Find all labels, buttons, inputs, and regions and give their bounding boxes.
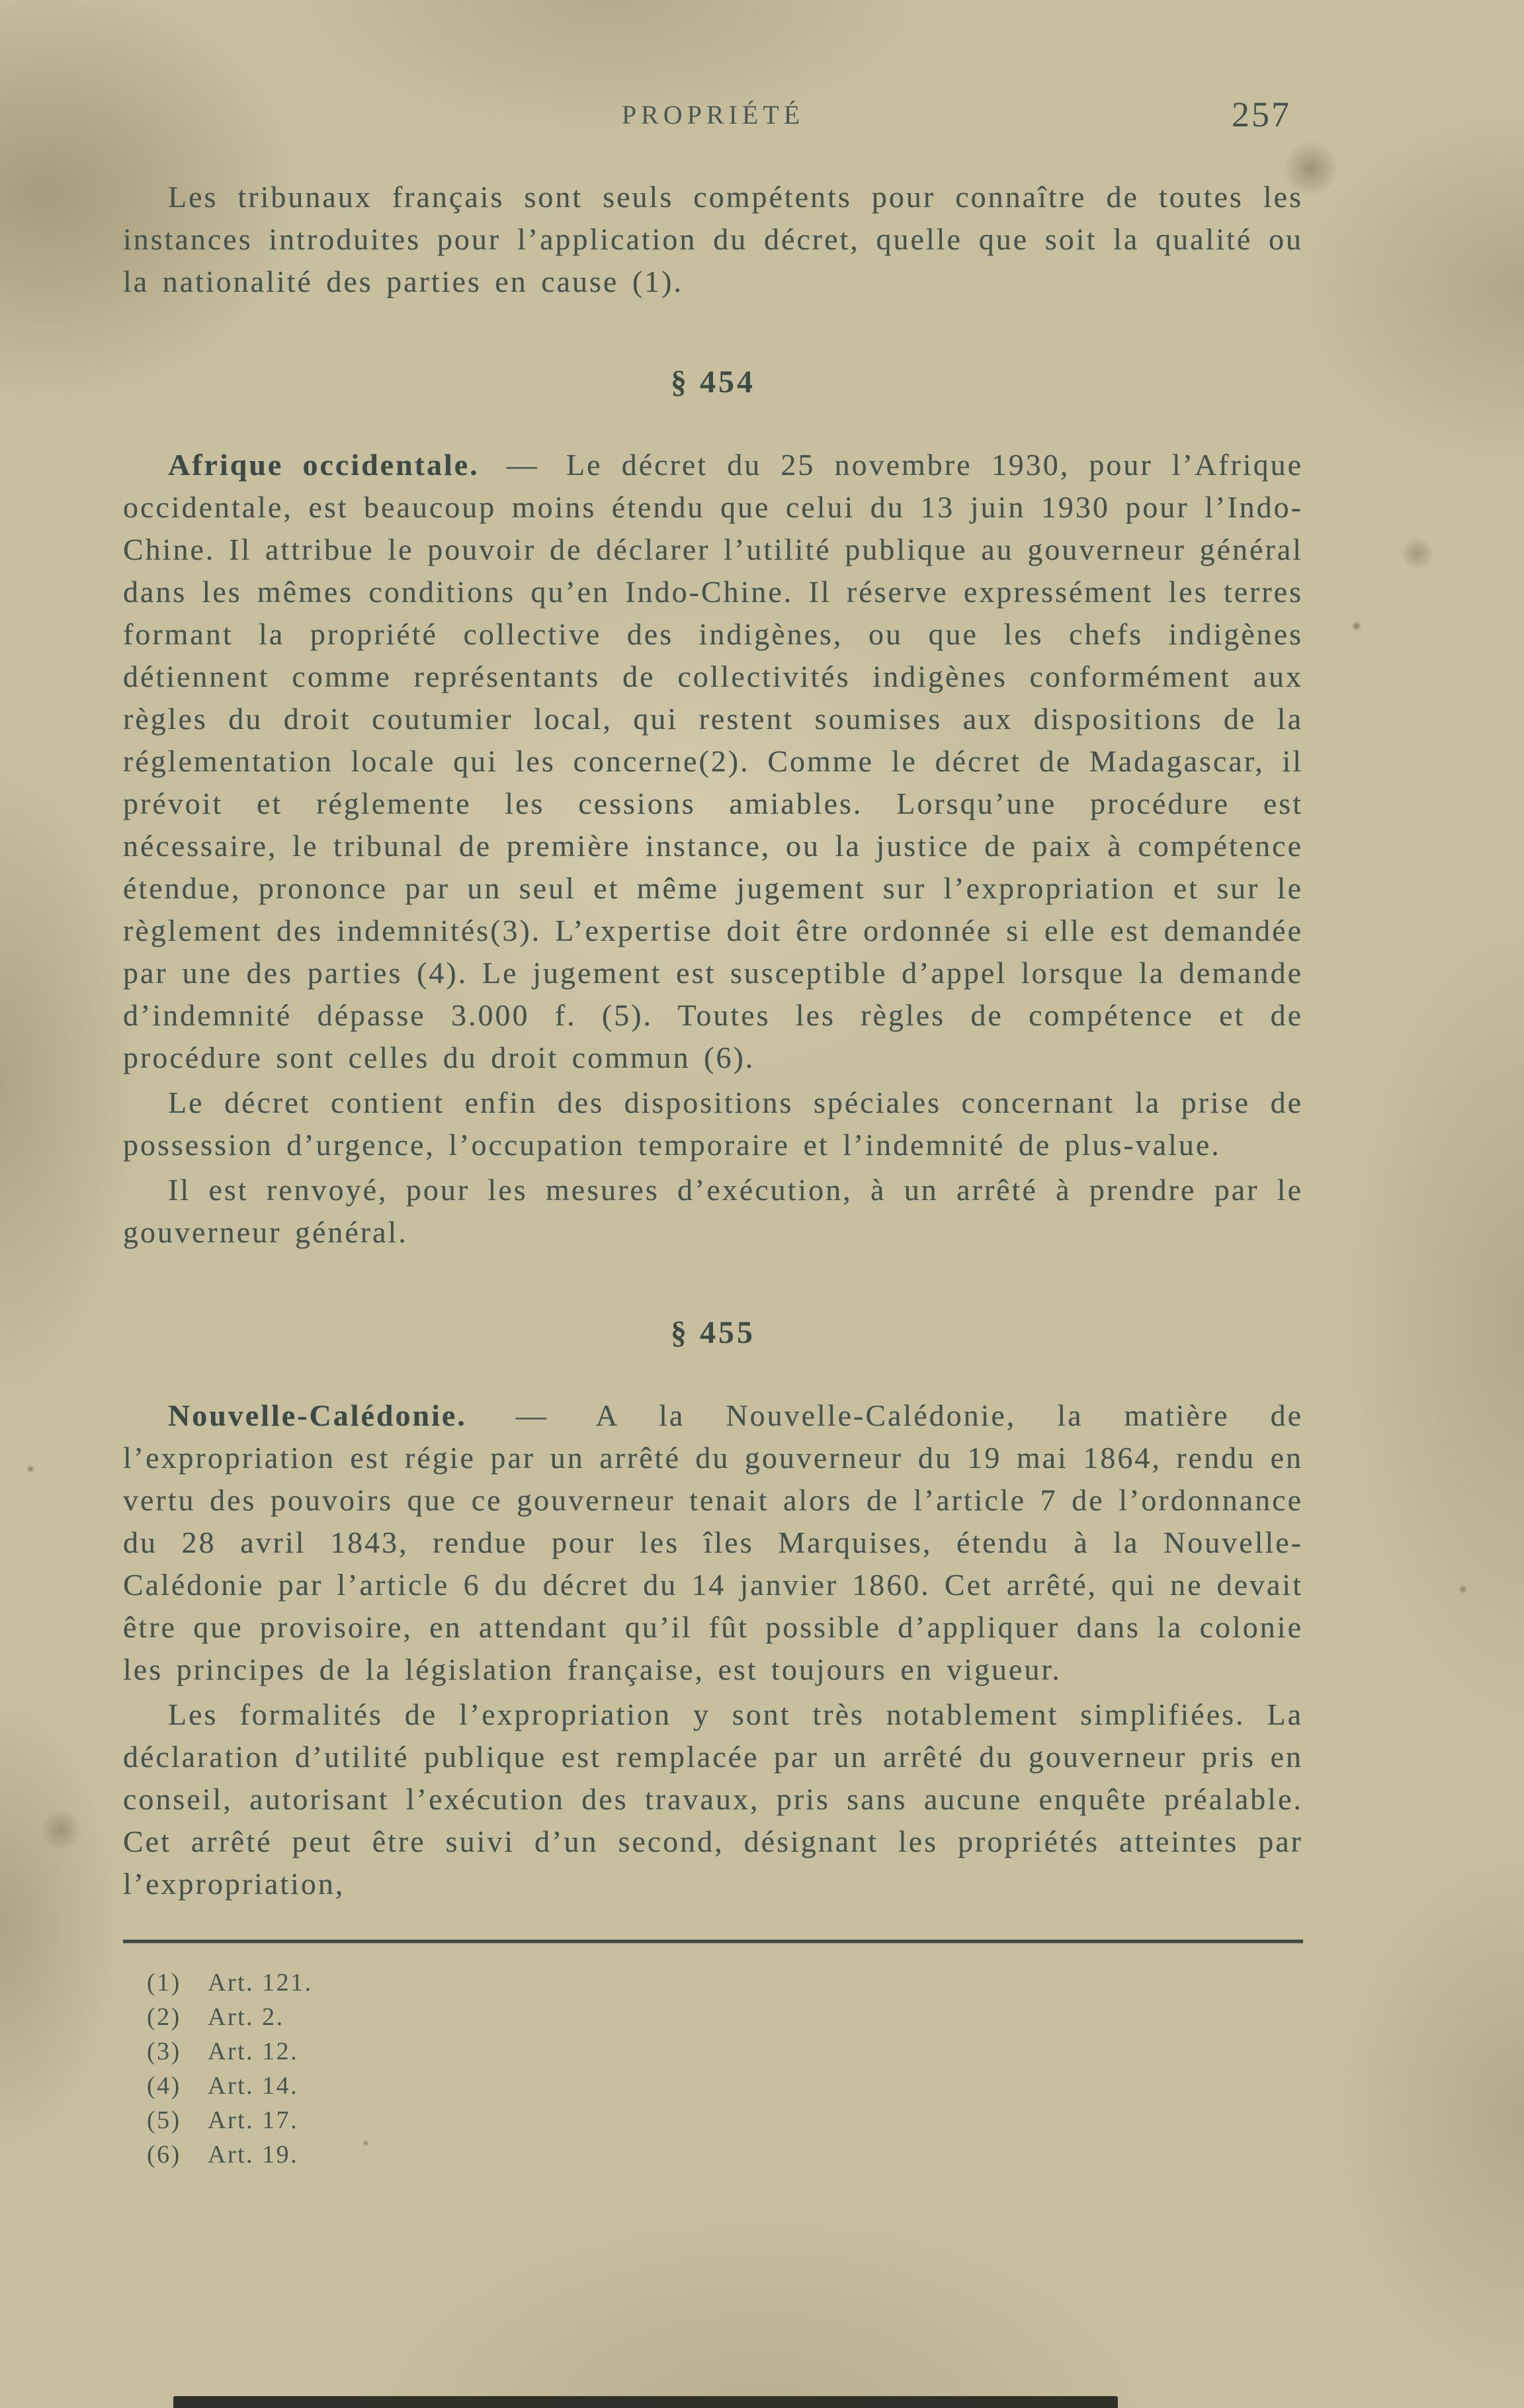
paragraph-mesures-execution — [123, 1169, 1303, 1254]
paragraph-text: Les tribunaux français sont seuls compétents pour connaître de toutes les instances introduites pour l’application du décret, quelle que soit la qualité ou la nationalité des parties en cause (1). — [123, 180, 1303, 298]
intro-paragraph — [123, 176, 1303, 303]
section-455-paragraph — [123, 1395, 1303, 1691]
footnote-number: (1) — [147, 1969, 181, 1997]
section-mark-label: § 454 — [671, 365, 755, 400]
footnote — [147, 2000, 1303, 2034]
footnote — [147, 2137, 1303, 2172]
paragraph-text: Le décret contient enfin des dispositions spéciales concernant la prise de possession d’urgence, l’occupation temporaire et l’indemnité de plus-value. — [123, 1086, 1303, 1162]
footnote-number: (5) — [147, 2106, 181, 2134]
run-in-heading-nouvelle-caledonie: Nouvelle-Calédonie. — [168, 1398, 467, 1432]
footnote-number: (4) — [147, 2072, 181, 2100]
scan-artifact-bottom — [173, 2396, 1118, 2408]
paragraph-text: Il est renvoyé, pour les mesures d’exécution, à un arrêté à prendre par le gouverneur général. — [123, 1173, 1303, 1249]
footnote-number: (2) — [147, 2003, 181, 2031]
em-dash: — — [515, 1398, 548, 1432]
footnote-number: (3) — [147, 2038, 181, 2065]
text-column — [123, 176, 1303, 2172]
footnote-text: Art. 121. — [208, 1969, 313, 1997]
running-title: PROPRIÉTÉ — [621, 100, 805, 130]
footnote-text: Art. 19. — [208, 2141, 299, 2169]
page-number: 257 — [1232, 95, 1291, 134]
footnote-number: (6) — [147, 2141, 181, 2169]
em-dash: — — [506, 448, 539, 482]
footnote — [147, 2103, 1303, 2137]
footnote-text: Art. 14. — [208, 2072, 299, 2100]
footnote — [147, 1965, 1303, 2000]
footnote-divider — [123, 1940, 1303, 1943]
section-454-paragraph — [123, 444, 1303, 1079]
footnotes — [123, 1965, 1303, 2172]
running-head — [123, 95, 1303, 146]
footnote-text: Art. 12. — [208, 2038, 299, 2065]
paragraph-text: A la Nouvelle-Calédonie, la matière de l’expropriation est régie par un arrêté du gouverneur du 19 mai 1864, rendu en vertu des pouvoirs que ce gouverneur tenait alors de l’article 7 de l’ordonnance du 28 avril 1843, rendue pour les îles Marquises, étendu à la Nouvelle-Calédonie par l’article 6 du décret du 14 janvier 1860. Cet arrêté, qui ne devait être que provisoire, en attendant qu’il fût possible d’appliquer dans la colonie les principes de la législation française, est toujours en vigueur. — [123, 1398, 1303, 1686]
section-heading-455 — [123, 1314, 1303, 1351]
footnote-text: Art. 17. — [208, 2106, 299, 2134]
footnote — [147, 2069, 1303, 2103]
footnote — [147, 2034, 1303, 2069]
paragraph-text: Les formalités de l’expropriation y sont très notablement simplifiées. La déclaration d’utilité publique est remplacée par un arrêté du gouverneur pris en conseil, autorisant l’exécution des travaux, pris sans aucune enquête préalable. Cet arrêté peut être suivi d’un second, désignant les propriétés atteintes par l’expropriation, — [123, 1698, 1303, 1901]
section-mark-label: § 455 — [671, 1315, 755, 1350]
footnote-text: Art. 2. — [208, 2003, 284, 2031]
paragraph-dispositions-speciales — [123, 1082, 1303, 1166]
paragraph-formalites — [123, 1694, 1303, 1905]
run-in-heading-afrique-occidentale: Afrique occidentale. — [168, 448, 480, 482]
section-heading-454 — [123, 364, 1303, 400]
paragraph-text: Le décret du 25 novembre 1930, pour l’Afrique occidentale, est beaucoup moins étendu que celui du 13 juin 1930 pour l’Indo-Chine. Il attribue le pouvoir de déclarer l’utilité publique au gouverneur général dans les mêmes conditions qu’en Indo-Chine. Il réserve expressément les terres formant la propriété collective des indigènes, ou que les chefs indigènes détiennent comme représentants de collectivités indigènes conformément aux règles du droit coutumier local, qui restent soumises aux dispositions de la réglementation locale qui les concerne(2). Comme le décret de Madagascar, il prévoit et réglemente les cessions amiables. Lorsqu’une procédure est nécessaire, le tribunal de première instance, ou la justice de paix à compétence étendue, prononce par un seul et même jugement sur l’expropriation et sur le règlement des indemnités(3). L’expertise doit être ordonnée si elle est demandée par une des parties (4). Le jugement est susceptible d’appel lorsque la demande d’indemnité dépasse 3.000 f. (5). Toutes les règles de compétence et de procédure sont celles du droit commun (6). — [123, 448, 1303, 1074]
